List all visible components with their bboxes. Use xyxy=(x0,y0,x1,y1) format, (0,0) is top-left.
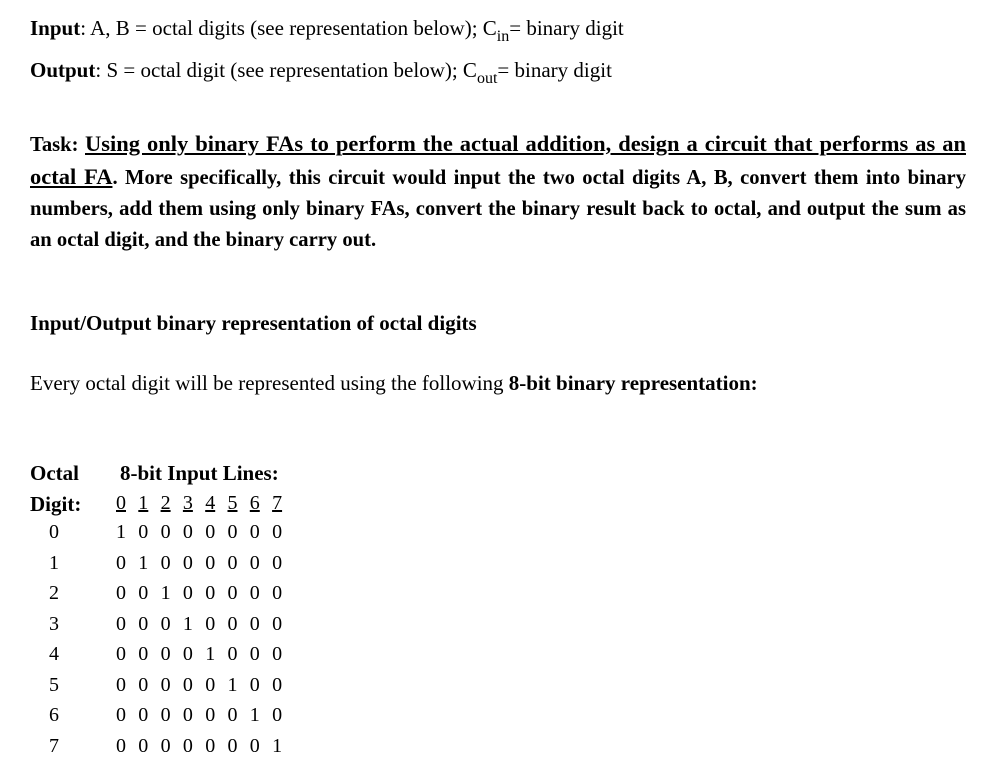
bit-cell: 0 xyxy=(116,734,126,757)
bit-cell: 0 xyxy=(227,612,238,635)
bit-cell: 0 xyxy=(227,704,238,726)
bit-cell: 0 xyxy=(249,582,260,604)
input-subscript: in xyxy=(496,28,510,45)
bit-cell: 0 xyxy=(205,612,216,635)
bit-cell: 0 xyxy=(205,582,216,604)
bit-cell: 0 xyxy=(227,643,238,665)
task-underlined: Using only binary FAs to perform the actual addition, design a circuit that performs as an octal FA xyxy=(30,131,966,189)
octal-digit-cell: 3 xyxy=(49,612,59,635)
output-text: : S = octal digit (see representation below); C xyxy=(95,58,477,82)
bit-cell: 0 xyxy=(227,734,238,757)
bit-cell: 0 xyxy=(227,551,238,574)
bit-cell: 0 xyxy=(138,704,149,726)
octal-digit-cell: 7 xyxy=(49,734,59,757)
line-index: 2 xyxy=(160,492,171,514)
bit-cell: 0 xyxy=(160,643,171,665)
bit-cell: 0 xyxy=(249,612,260,635)
task-label: Task: xyxy=(30,134,79,156)
bit-cell: 1 xyxy=(249,704,260,726)
bit-cell: 0 xyxy=(138,673,149,696)
representation-text: Every octal digit will be represented using the following xyxy=(30,371,509,395)
representation-bold: 8-bit binary representation: xyxy=(508,371,758,395)
bit-cell: 0 xyxy=(182,521,193,543)
bit-cell: 0 xyxy=(249,551,260,574)
bit-cell: 0 xyxy=(272,704,283,726)
octal-digit-cell: 5 xyxy=(49,673,59,696)
input-label: Input xyxy=(30,16,81,40)
input-lines-header: 8-bit Input Lines: xyxy=(120,461,279,485)
octal-digit-cell: 1 xyxy=(49,551,59,574)
representation-line xyxy=(30,371,758,396)
table-row xyxy=(116,613,294,636)
bit-cell: 0 xyxy=(116,612,126,635)
bit-cell: 1 xyxy=(116,521,126,543)
bit-cell: 0 xyxy=(249,643,260,665)
table-row xyxy=(116,704,294,727)
bit-cell: 1 xyxy=(138,551,149,574)
bit-cell: 1 xyxy=(182,612,193,635)
bit-cell: 0 xyxy=(160,521,171,543)
output-subscript: out xyxy=(476,70,498,87)
task-paragraph xyxy=(30,128,966,256)
bit-cell: 0 xyxy=(272,643,283,665)
bit-cell: 1 xyxy=(227,673,238,696)
line-index-row xyxy=(116,492,294,515)
octal-header: Octal xyxy=(30,461,79,485)
bit-cell: 0 xyxy=(227,521,238,543)
bit-cell: 0 xyxy=(138,734,149,757)
bit-cell: 0 xyxy=(272,612,283,635)
bit-cell: 1 xyxy=(205,643,216,665)
bit-cell: 0 xyxy=(116,673,126,696)
bit-cell: 0 xyxy=(205,704,216,726)
output-label: Output xyxy=(30,58,96,82)
input-text: : A, B = octal digits (see representation below); C xyxy=(80,16,497,40)
line-index: 5 xyxy=(227,492,238,514)
bit-cell: 0 xyxy=(182,582,193,604)
bit-cell: 0 xyxy=(138,582,149,604)
task-rest: . More specifically, this circuit would input the two octal digits A, B, convert them into binary numbers, add them using only binary FAs, convert the binary result back to octal, and output the sum as an octal digit, and the binary carry out. xyxy=(30,167,966,251)
bit-cell: 0 xyxy=(272,551,283,574)
octal-digit-cell: 4 xyxy=(49,643,59,665)
output-text-end: = binary digit xyxy=(497,58,612,82)
line-index: 1 xyxy=(138,492,149,514)
line-index: 0 xyxy=(116,492,126,514)
bit-cell: 0 xyxy=(182,734,193,757)
octal-digit-cell: 2 xyxy=(49,582,59,604)
io-heading: Input/Output binary representation of octal digits xyxy=(30,311,477,335)
table-row xyxy=(116,552,294,575)
line-index: 7 xyxy=(272,492,283,514)
input-text-end: = binary digit xyxy=(509,16,624,40)
bit-cell: 0 xyxy=(138,643,149,665)
bit-cell: 0 xyxy=(160,612,171,635)
bit-cell: 0 xyxy=(160,704,171,726)
bit-cell: 0 xyxy=(116,582,126,604)
digit-header: Digit: xyxy=(30,492,82,516)
bit-cell: 0 xyxy=(205,734,216,757)
bit-cell: 0 xyxy=(205,521,216,543)
bit-cell: 0 xyxy=(272,582,283,604)
bit-cell: 0 xyxy=(138,521,149,543)
bit-cell: 0 xyxy=(160,673,171,696)
table-row xyxy=(116,582,294,605)
bit-cell: 0 xyxy=(227,582,238,604)
bit-cell: 0 xyxy=(205,673,216,696)
output-line xyxy=(30,58,612,88)
bit-cell: 0 xyxy=(138,612,149,635)
bit-cell: 0 xyxy=(160,551,171,574)
bit-cell: 1 xyxy=(272,734,283,757)
bit-cell: 0 xyxy=(182,643,193,665)
bit-cell: 0 xyxy=(116,643,126,665)
table-row xyxy=(116,521,294,544)
bit-cell: 0 xyxy=(116,704,126,726)
bit-cell: 0 xyxy=(182,551,193,574)
bit-cell: 0 xyxy=(249,734,260,757)
bit-cell: 1 xyxy=(160,582,171,604)
input-line xyxy=(30,16,624,46)
bit-cell: 0 xyxy=(182,704,193,726)
table-row xyxy=(116,674,294,697)
bit-cell: 0 xyxy=(272,673,283,696)
bit-cell: 0 xyxy=(205,551,216,574)
bit-cell: 0 xyxy=(182,673,193,696)
table-row xyxy=(116,735,294,758)
bit-cell: 0 xyxy=(249,673,260,696)
bit-cell: 0 xyxy=(160,734,171,757)
line-index: 3 xyxy=(182,492,193,514)
octal-digit-cell: 6 xyxy=(49,704,59,726)
bit-cell: 0 xyxy=(116,551,126,574)
bit-cell: 0 xyxy=(272,521,283,543)
bit-cell: 0 xyxy=(249,521,260,543)
table-row xyxy=(116,643,294,666)
line-index: 4 xyxy=(205,492,216,514)
line-index: 6 xyxy=(249,492,260,514)
octal-digit-cell: 0 xyxy=(49,521,59,543)
